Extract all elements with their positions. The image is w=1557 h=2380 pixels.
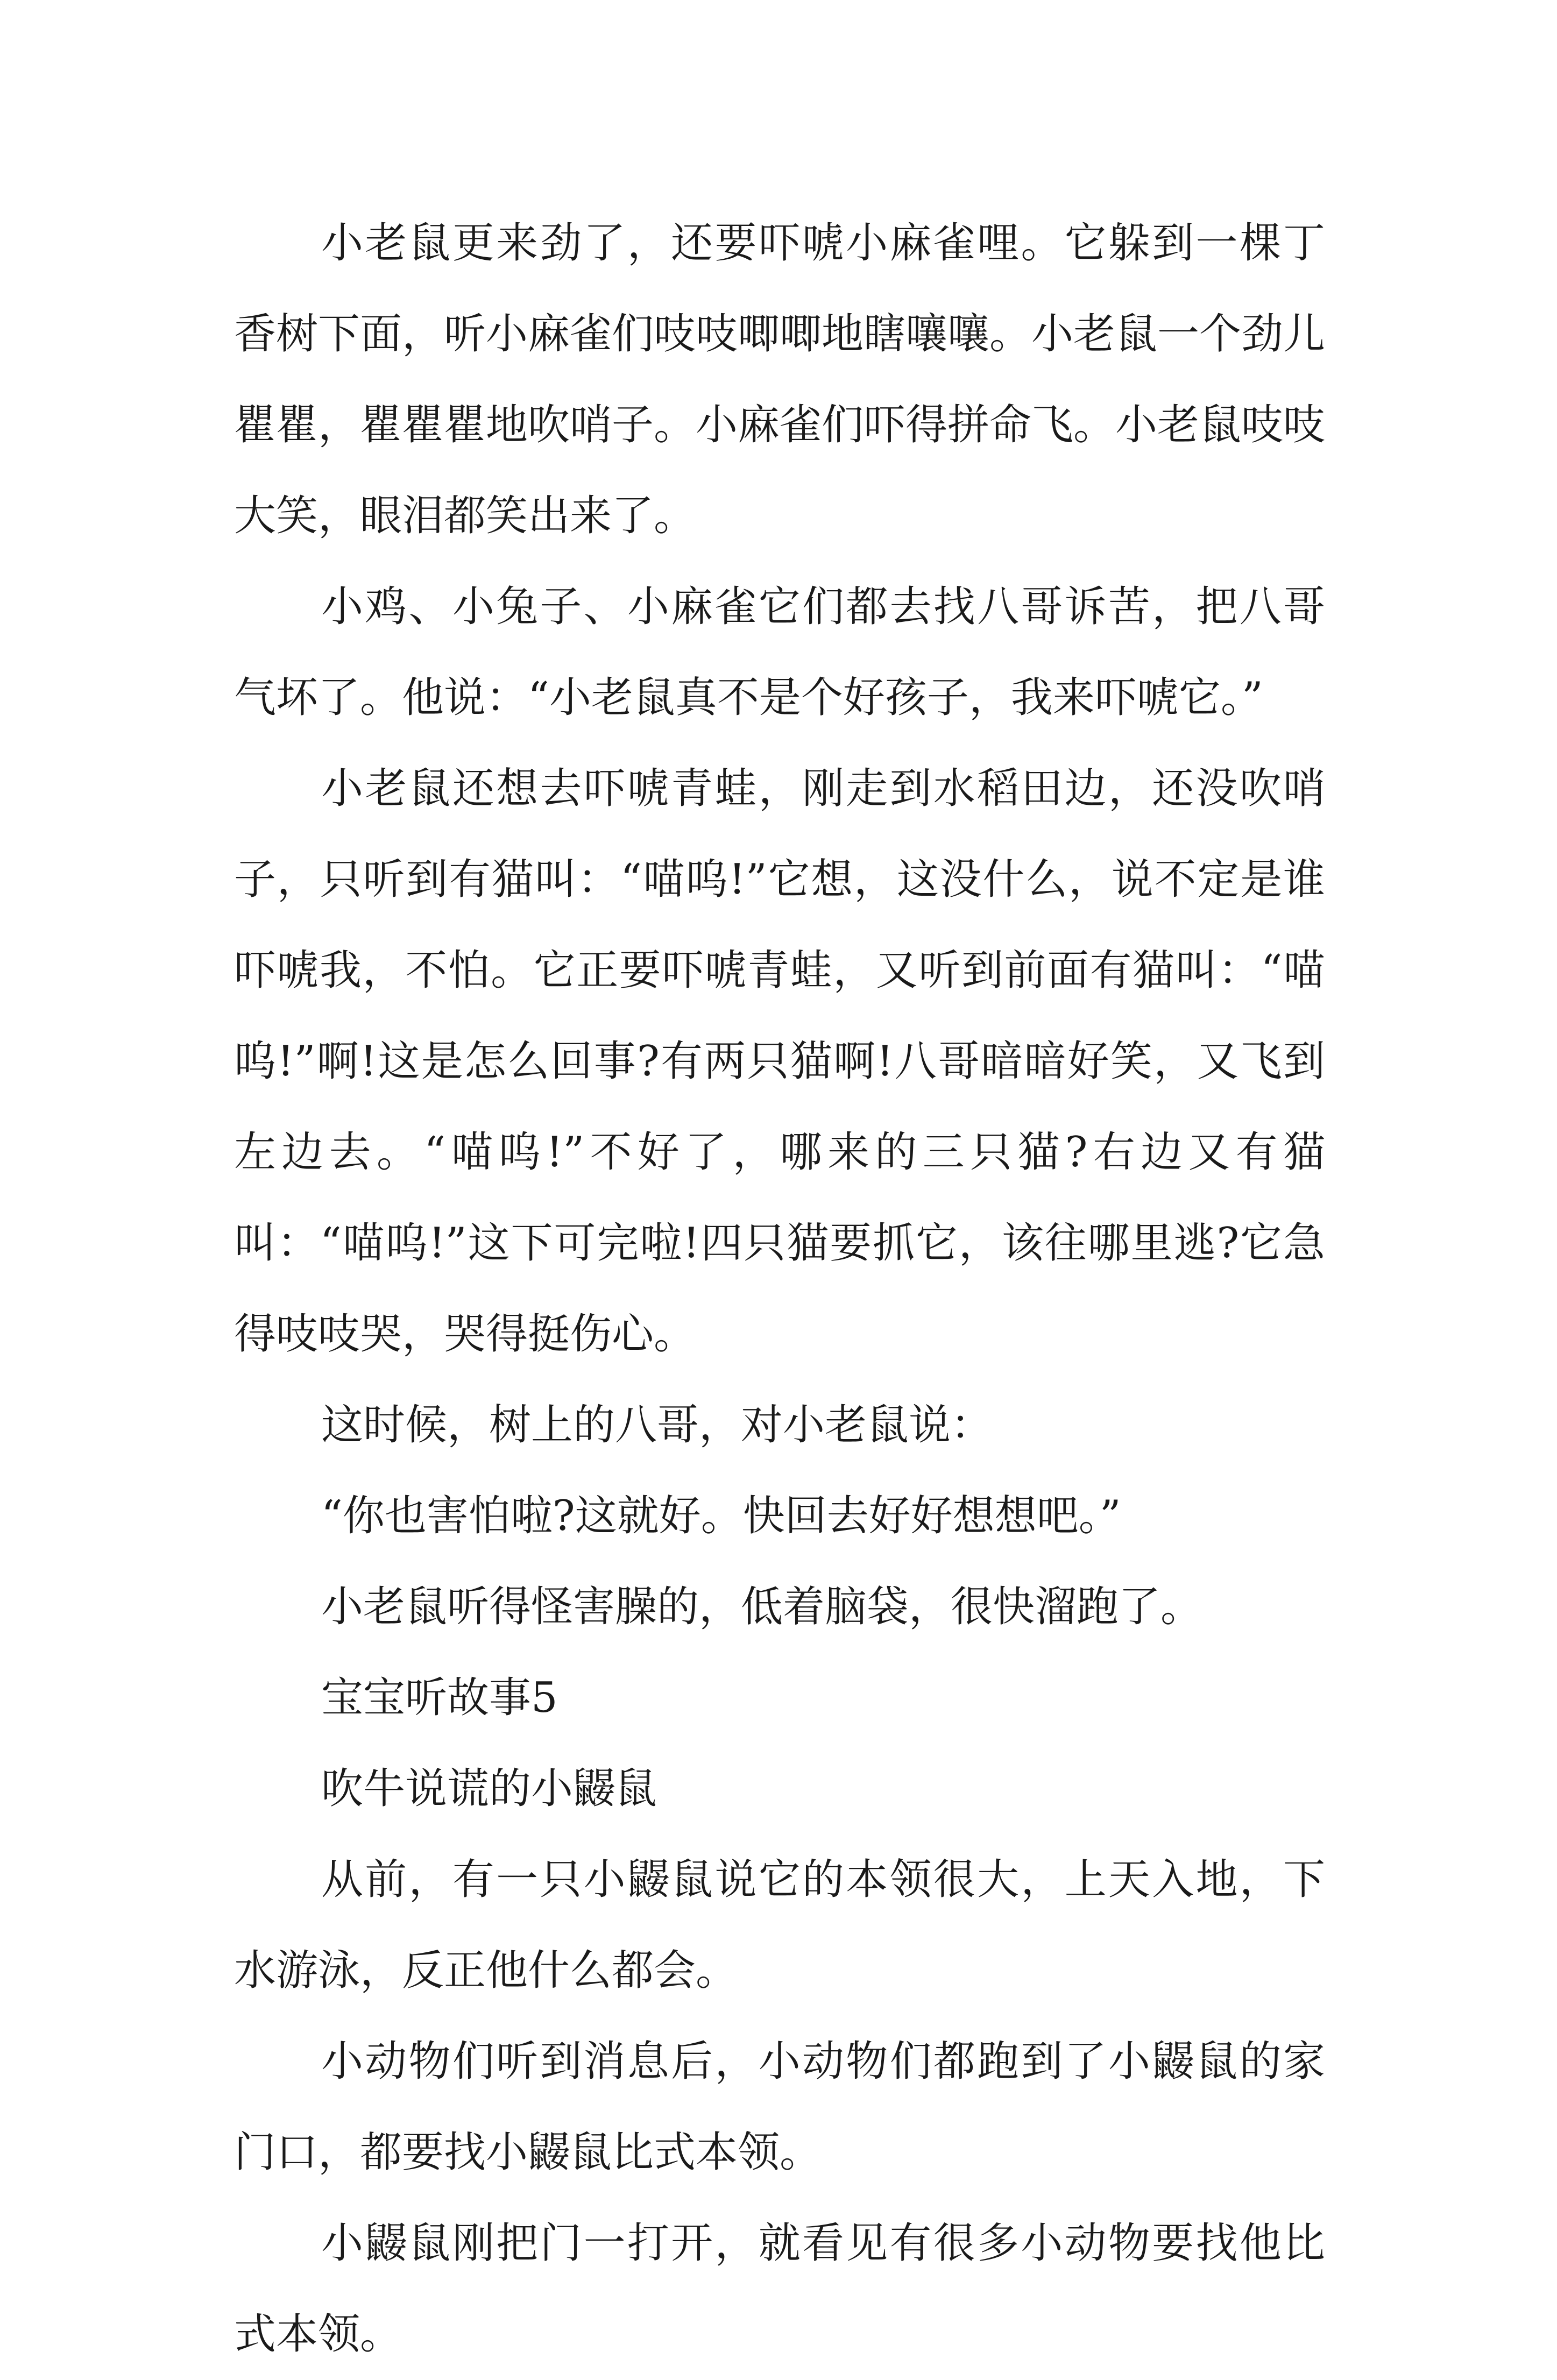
paragraph: 小老鼠更来劲了，还要吓唬小麻雀哩。它躲到一棵丁香树下面，听小麻雀们吱吱唧唧地瞎嚷嚷。小老鼠一个劲儿瞿瞿，瞿瞿瞿地吹哨子。小麻雀们吓得拼命飞。小老鼠吱吱大笑，眼泪都笑出来了。 — [234, 219, 1326, 540]
paragraph: 这时候，树上的八哥，对小老鼠说： — [321, 1401, 993, 1449]
paragraph: 小老鼠听得怪害臊的，低着脑袋，很快溜跑了。 — [321, 1583, 1203, 1631]
paragraph: 小鼹鼠刚把门一打开，就看见有很多小动物要找他比式本领。 — [234, 2219, 1325, 2358]
paragraph: 小动物们听到消息后，小动物们都跑到了小鼹鼠的家门口，都要找小鼹鼠比式本领。 — [234, 2037, 1325, 2177]
paragraph: “你也害怕啦?这就好。快回去好好想想吧。” — [321, 1492, 1121, 1540]
paragraph: 小鸡、小兔子、小麻雀它们都去找八哥诉苦，把八哥气坏了。他说：“小老鼠真不是个好孩子，我来吓唬它。” — [234, 583, 1325, 722]
paragraph: 从前，有一只小鼹鼠说它的本领很大，上天入地，下水游泳，反正他什么都会。 — [234, 1855, 1325, 1995]
paragraph: 小老鼠还想去吓唬青蛙，刚走到水稻田边，还没吹哨子，只听到有猫叫：“喵呜!”它想，这没什么，说不定是谁吓唬我，不怕。它正要吓唬青蛙，又听到前面有猫叫：“喵呜!”啊!这是怎么回事?有两只猫啊!八哥暗暗好笑，又飞到左边去。“喵呜!”不好了，哪来的三只猫?右边又有猫叫：“喵呜!”这下可完啦!四只猫要抓它，该往哪里逃?它急得吱吱哭，哭得挺伤心。 — [234, 764, 1325, 1358]
story-title: 吹牛说谎的小鼹鼠 — [321, 1765, 657, 1813]
story-text — [234, 198, 1325, 2380]
section-heading: 宝宝听故事5 — [321, 1674, 558, 1722]
